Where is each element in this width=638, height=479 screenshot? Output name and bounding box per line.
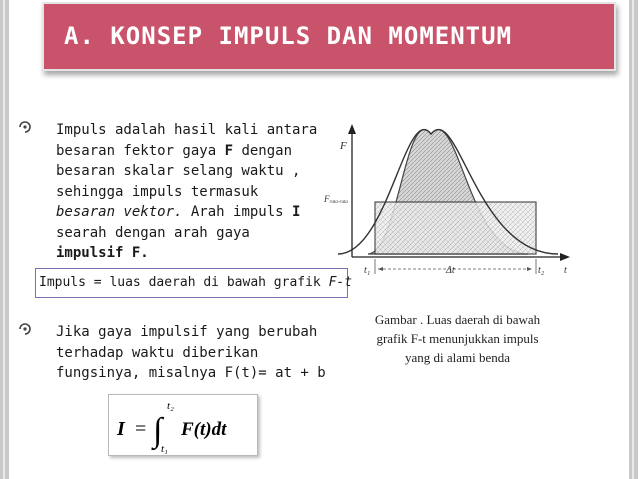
integral-upper-limit: t₂ xyxy=(167,400,174,412)
text-line: Jika gaya impulsif yang berubah xyxy=(56,324,318,340)
t1-label: t₁ xyxy=(364,265,371,276)
t2-label: t₂ xyxy=(538,265,545,276)
text-line: terhadap waktu diberikan xyxy=(56,344,259,361)
left-frame-rail xyxy=(0,0,9,479)
text-line: fungsinya, misalnya F(t)= at + b xyxy=(56,365,326,381)
y-axis-label: F xyxy=(340,140,347,152)
formula-lhs: I xyxy=(117,418,125,440)
text-line: besaran fektor gaya F dengan xyxy=(56,142,293,159)
x-axis-label: t xyxy=(564,265,567,276)
force-time-graph xyxy=(318,122,580,282)
caption-line: yang di alami benda xyxy=(404,350,511,365)
impuls-definition-box: Impuls = luas daerah di bawah grafik F-t xyxy=(35,268,348,298)
integral-sign: ∫ xyxy=(153,412,163,449)
text-line: Impuls adalah hasil kali antara xyxy=(56,122,318,138)
curved-bullet-icon xyxy=(18,120,32,142)
text-line: searah dengan arah gaya xyxy=(56,224,250,241)
text-line: besaran vektor. Arah impuls I xyxy=(56,204,301,220)
bullet-text xyxy=(56,322,326,384)
f-average-label: Frata-rata xyxy=(324,194,348,205)
formula-integrand: F(t)dt xyxy=(181,419,227,440)
delta-t-label: Δt xyxy=(446,265,455,276)
page-title: A. KONSEP IMPULS DAN MOMENTUM xyxy=(64,22,513,50)
bullet-text xyxy=(56,120,317,264)
text-line: impulsif F. xyxy=(56,245,149,261)
caption-line: grafik F-t menunjukkan impuls xyxy=(376,331,539,346)
figure-caption xyxy=(352,310,563,367)
integral-lower-limit: t₁ xyxy=(161,443,168,455)
formula-equals: = xyxy=(135,418,147,440)
title-banner xyxy=(42,2,616,71)
text-line: sehingga impuls termasuk xyxy=(56,183,259,200)
text-line: besaran skalar selang waktu , xyxy=(56,163,301,179)
average-force-rectangle xyxy=(375,202,536,254)
curved-bullet-icon xyxy=(18,322,32,344)
right-frame-rail xyxy=(629,0,638,479)
impulse-integral-formula xyxy=(108,394,258,456)
caption-line: Gambar . Luas daerah di bawah xyxy=(374,312,541,327)
